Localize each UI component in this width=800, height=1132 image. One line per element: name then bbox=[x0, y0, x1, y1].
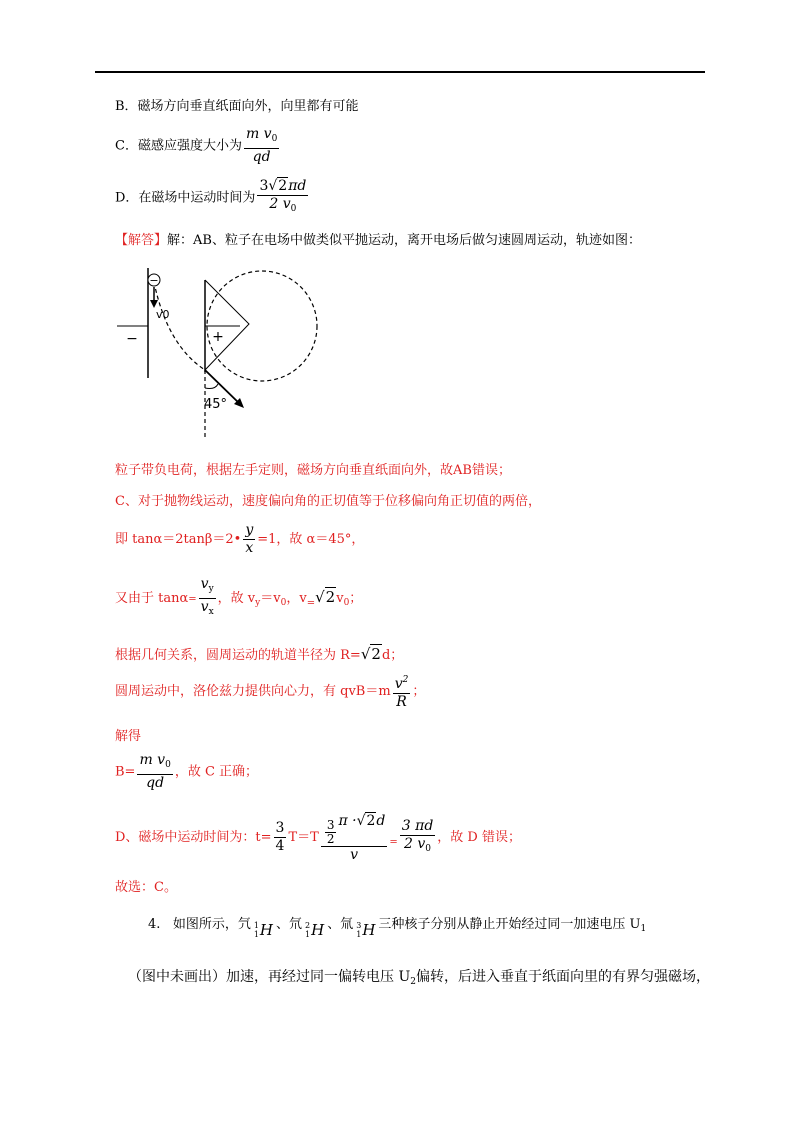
tan-suffix: =1，故 α＝45°， bbox=[257, 532, 365, 547]
b-den: qd bbox=[146, 775, 165, 791]
d-big-top-den: 2 bbox=[326, 832, 335, 846]
option-c-num-sub: 0 bbox=[271, 134, 278, 144]
tan-equation bbox=[115, 520, 364, 560]
option-c-text: C．磁感应强度大小为 bbox=[115, 138, 242, 154]
vy-den: v bbox=[200, 599, 209, 615]
option-c-den: qd bbox=[252, 149, 271, 165]
vy-eq: = bbox=[188, 594, 197, 605]
tritium-symbol bbox=[356, 917, 375, 943]
b-sub: 0 bbox=[165, 760, 171, 770]
option-d bbox=[115, 178, 310, 219]
vy-num: v bbox=[200, 576, 209, 592]
d-suffix: ，故 D 错误； bbox=[437, 830, 521, 845]
radius-prefix: 根据几何关系，圆周运动的轨道半径为 R= bbox=[115, 648, 361, 663]
d-big-top-rest: π · bbox=[338, 813, 357, 829]
d-big-den: v bbox=[350, 847, 359, 863]
d-frac1-den: 4 bbox=[275, 838, 285, 854]
lorentz-num: v bbox=[394, 676, 403, 692]
lorentz-den: R bbox=[396, 694, 407, 710]
q4-text2: 三种核子分别从静止开始经过同一加速电压 U bbox=[378, 917, 641, 932]
vy-sqrt: √2 bbox=[315, 588, 336, 606]
charge-sign: − bbox=[149, 274, 159, 287]
d-big-top-num: 3 bbox=[326, 818, 335, 832]
vy-equation bbox=[115, 576, 362, 624]
vy-mid-sub: y bbox=[255, 598, 261, 608]
answer-intro-text: 解：AB、粒子在电场中做类似平抛运动，离开电场后做匀速圆周运动，轨迹如图： bbox=[167, 233, 641, 248]
q4-sep2: 、氚 bbox=[327, 917, 354, 932]
option-d-den-sub: 0 bbox=[290, 204, 297, 214]
d-result bbox=[115, 808, 521, 873]
option-c bbox=[115, 126, 281, 167]
tritium-mass: 3 bbox=[356, 921, 362, 930]
minus-plate-label: − bbox=[126, 331, 138, 347]
q4-number: 4. bbox=[148, 917, 161, 932]
final-choice: 故选：C。 bbox=[115, 880, 177, 895]
deuterium-symbol bbox=[305, 917, 324, 943]
triangle-boundary bbox=[205, 280, 249, 370]
plus-plate-label: + bbox=[212, 329, 224, 345]
d-res-sub: 0 bbox=[425, 843, 432, 854]
option-c-num: m v bbox=[245, 126, 272, 142]
radius-rad: 2 bbox=[371, 645, 381, 663]
q4-text1: 如图所示，氕 bbox=[172, 917, 251, 932]
q4-text2-sub: 1 bbox=[640, 924, 647, 934]
lorentz-fraction bbox=[393, 672, 411, 711]
solve-label: 解得 bbox=[115, 729, 142, 744]
option-b: B．磁场方向垂直纸面向外，向里都有可能 bbox=[115, 99, 359, 114]
trajectory-diagram bbox=[112, 260, 327, 442]
b-num: m v bbox=[139, 752, 166, 768]
vy-tail: ，v bbox=[286, 591, 307, 606]
option-d-den: 2 v bbox=[269, 196, 291, 212]
radius-line bbox=[115, 645, 403, 665]
option-d-text: D．在磁场中运动时间为 bbox=[115, 190, 256, 206]
option-d-sqrt: √2 bbox=[268, 178, 288, 194]
d-mid: T＝T bbox=[288, 830, 319, 845]
line-ab: 粒子带负电荷，根据左手定则，磁场方向垂直纸面向外，故AB错误； bbox=[115, 463, 511, 478]
lorentz-line bbox=[115, 670, 425, 714]
d-res-den: 2 v bbox=[404, 835, 426, 852]
b-fraction bbox=[137, 752, 172, 792]
option-c-fraction bbox=[244, 126, 279, 166]
d-big-d: d bbox=[376, 813, 386, 829]
question-4 bbox=[148, 912, 646, 943]
answer-intro bbox=[115, 232, 641, 250]
v0-label: v0 bbox=[156, 308, 170, 321]
d-prefix: D、磁场中运动时间为：t= bbox=[115, 830, 272, 845]
protium-symbol bbox=[254, 917, 273, 943]
tritium-z: 1 bbox=[356, 930, 362, 939]
q4-sep1: 、氘 bbox=[276, 917, 303, 932]
tan-prefix: 即 tanα＝2tanβ＝2• bbox=[115, 532, 242, 547]
vy-mid2-sub: 0 bbox=[280, 598, 287, 608]
tan-fraction bbox=[243, 522, 255, 557]
option-d-num-a: 3 bbox=[259, 178, 269, 194]
vy-tail-eq: = bbox=[306, 598, 316, 609]
q4-line2-sub: 2 bbox=[410, 977, 416, 987]
radius-sqrt: √2 bbox=[360, 645, 381, 663]
vy-num-sub: y bbox=[208, 584, 214, 594]
tan-den: x bbox=[245, 540, 254, 556]
vy-prefix: 又由于 tanα bbox=[115, 591, 189, 606]
vy-den-sub: x bbox=[208, 607, 214, 617]
lorentz-suffix: ； bbox=[412, 684, 426, 699]
vy-mid: ，故 v bbox=[217, 591, 256, 606]
vy-mid2: ＝v bbox=[260, 591, 281, 606]
radius-suffix: d； bbox=[381, 648, 404, 663]
answer-tag: 【解答】 bbox=[115, 233, 168, 248]
v0-arrowhead bbox=[150, 300, 158, 308]
option-d-rad: 2 bbox=[278, 178, 288, 194]
parabolic-trajectory bbox=[154, 282, 205, 370]
angle-arc bbox=[205, 384, 218, 389]
d-eq: = bbox=[389, 837, 398, 848]
vy-fraction bbox=[199, 576, 216, 621]
q4-line2: （图中未画出）加速，再经过同一偏转电压 U bbox=[128, 969, 411, 985]
option-d-fraction bbox=[257, 178, 308, 218]
vy-end: v bbox=[336, 591, 344, 606]
deuterium-z: 1 bbox=[305, 930, 311, 939]
header-rule bbox=[95, 71, 705, 73]
angle-label: 45° bbox=[204, 397, 228, 412]
d-big-rad: 2 bbox=[366, 813, 376, 829]
protium-mass: 1 bbox=[253, 921, 259, 930]
lorentz-prefix: 圆周运动中，洛伦兹力提供向心力，有 qvB＝m bbox=[115, 684, 391, 699]
b-prefix: B= bbox=[115, 764, 136, 780]
vy-rad: 2 bbox=[325, 588, 336, 606]
deuterium-sym: H bbox=[311, 921, 325, 939]
vy-end2: ； bbox=[349, 591, 363, 606]
question-4-line2 bbox=[128, 968, 710, 991]
q4-line2-rest: 偏转，后进入垂直于纸面向里的有界匀强磁场， bbox=[415, 969, 710, 985]
protium-sym: H bbox=[259, 921, 274, 939]
lorentz-sup: 2 bbox=[402, 675, 409, 685]
protium-z: 1 bbox=[253, 930, 259, 939]
vy-end-sub: 0 bbox=[343, 598, 350, 608]
d-frac1-num: 3 bbox=[275, 820, 285, 836]
d-res-num: 3 πd bbox=[401, 817, 434, 834]
d-result-fraction bbox=[400, 818, 436, 858]
b-result bbox=[115, 752, 258, 793]
tan-num: y bbox=[245, 522, 254, 538]
line-c: C、对于抛物线运动，速度偏向角的正切值等于位移偏向角正切值的两倍， bbox=[115, 494, 541, 509]
d-big-fraction bbox=[321, 811, 388, 864]
deuterium-mass: 2 bbox=[305, 921, 311, 930]
d-frac1 bbox=[274, 820, 287, 855]
option-d-num-b: πd bbox=[288, 178, 307, 194]
b-suffix: ，故 C 正确； bbox=[174, 764, 259, 780]
d-big-sqrt: √2 bbox=[356, 813, 376, 829]
tritium-sym: H bbox=[362, 921, 376, 939]
